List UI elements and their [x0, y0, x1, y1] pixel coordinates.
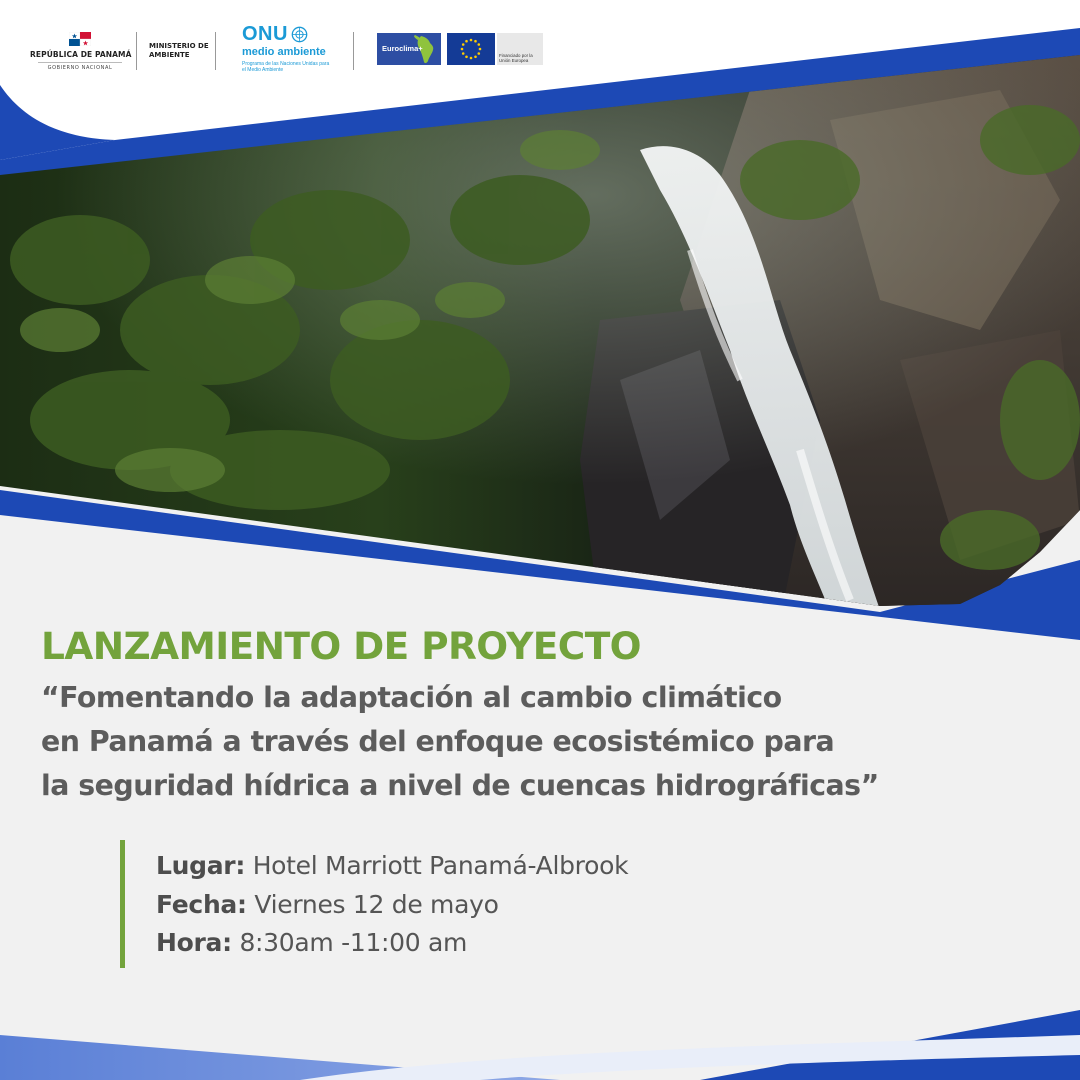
- un-emblem-icon: [291, 26, 308, 43]
- ministerio-ambiente-logo: MINISTERIO DE AMBIENTE: [149, 42, 209, 59]
- eu-flag-icon: [447, 33, 495, 65]
- detail-value: 8:30am -11:00 am: [239, 928, 468, 957]
- project-title: [41, 676, 1021, 808]
- logo-divider: [136, 32, 137, 70]
- project-title-line: la seguridad hídrica a nivel de cuencas hidrográficas”: [41, 769, 879, 802]
- onu-logo-subtitle: medio ambiente: [242, 46, 326, 58]
- onu-medio-ambiente-logo: [242, 23, 342, 73]
- panama-flag-icon: [69, 32, 91, 46]
- event-details: [156, 847, 956, 963]
- event-heading: LANZAMIENTO DE PROYECTO: [41, 624, 641, 668]
- details-accent-bar: [120, 840, 125, 968]
- detail-value: Hotel Marriott Panamá-Albrook: [252, 851, 629, 880]
- logo-divider: [353, 32, 354, 70]
- panama-logo-subtitle: GOBIERNO NACIONAL: [47, 65, 113, 71]
- project-title-line: “Fomentando la adaptación al cambio climático: [41, 681, 782, 714]
- panama-logo-name: REPÚBLICA DE PANAMÁ: [30, 50, 132, 59]
- logo-divider: [215, 32, 216, 70]
- detail-location: [156, 847, 956, 886]
- panama-logo-rule: [38, 62, 122, 63]
- header-logos: [0, 0, 1080, 110]
- detail-date: [156, 886, 956, 925]
- eu-funding-text: Financiado por la Unión Europea: [497, 33, 543, 65]
- euroclima-logo: [377, 33, 441, 65]
- detail-label: Hora:: [156, 928, 232, 957]
- euroclima-logo-text: Euroclima+: [382, 44, 423, 53]
- onu-logo-word: ONU: [242, 23, 288, 45]
- onu-logo-tagline: Programa de las Naciones Unidas para el Medio Ambiente: [242, 61, 330, 73]
- detail-time: [156, 924, 956, 963]
- detail-label: Lugar:: [156, 851, 246, 880]
- detail-label: Fecha:: [156, 889, 247, 919]
- detail-value: Viernes 12 de mayo: [254, 889, 499, 919]
- project-title-line: en Panamá a través del enfoque ecosistémico para: [41, 725, 835, 758]
- panama-government-logo: [30, 32, 130, 71]
